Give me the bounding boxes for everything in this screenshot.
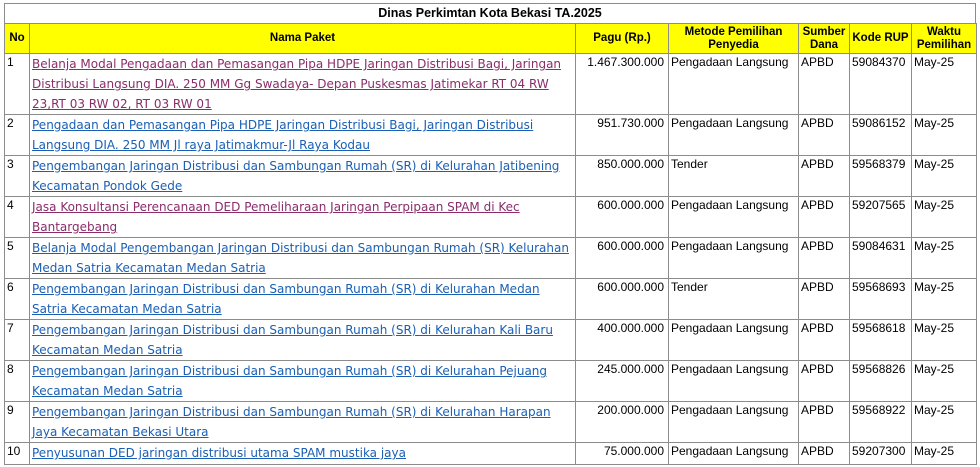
cell-pagu: 400.000.000	[576, 320, 669, 361]
cell-no: 8	[5, 361, 30, 402]
cell-sumber: APBD	[799, 156, 850, 197]
cell-nama-paket	[30, 197, 576, 238]
cell-pagu: 951.730.000	[576, 115, 669, 156]
cell-no: 9	[5, 402, 30, 443]
cell-metode: Pengadaan Langsung	[669, 238, 799, 279]
cell-metode: Pengadaan Langsung	[669, 54, 799, 115]
cell-sumber: APBD	[799, 443, 850, 465]
cell-sumber: APBD	[799, 115, 850, 156]
table-row	[5, 279, 977, 320]
cell-waktu: May-25	[912, 115, 977, 156]
cell-sumber: APBD	[799, 238, 850, 279]
cell-kode: 59568618	[850, 320, 912, 361]
package-link[interactable]: Pengadaan dan Pemasangan Pipa HDPE Jaringan Distribusi Bagi, Jaringan Distribusi Langsung DIA. 250 MM Jl raya Jatimakmur-Jl Raya Kodau	[32, 118, 534, 152]
cell-no: 2	[5, 115, 30, 156]
table-row	[5, 320, 977, 361]
table-row	[5, 156, 977, 197]
header-no: No	[5, 24, 30, 54]
table-row	[5, 54, 977, 115]
cell-kode: 59207565	[850, 197, 912, 238]
cell-waktu: May-25	[912, 402, 977, 443]
cell-nama-paket	[30, 115, 576, 156]
cell-no: 6	[5, 279, 30, 320]
table-body	[5, 54, 977, 465]
header-nama-paket: Nama Paket	[30, 24, 576, 54]
table-row	[5, 361, 977, 402]
cell-no: 3	[5, 156, 30, 197]
cell-metode: Pengadaan Langsung	[669, 402, 799, 443]
cell-waktu: May-25	[912, 197, 977, 238]
cell-pagu: 600.000.000	[576, 238, 669, 279]
spreadsheet	[4, 3, 976, 465]
cell-kode: 59086152	[850, 115, 912, 156]
cell-metode: Pengadaan Langsung	[669, 320, 799, 361]
table-row	[5, 197, 977, 238]
cell-pagu: 850.000.000	[576, 156, 669, 197]
cell-metode: Pengadaan Langsung	[669, 361, 799, 402]
header-pagu: Pagu (Rp.)	[576, 24, 669, 54]
cell-pagu: 1.467.300.000	[576, 54, 669, 115]
cell-pagu: 200.000.000	[576, 402, 669, 443]
cell-nama-paket	[30, 238, 576, 279]
header-row	[5, 24, 977, 54]
cell-no: 5	[5, 238, 30, 279]
table-row	[5, 443, 977, 465]
cell-nama-paket	[30, 320, 576, 361]
cell-kode: 59207300	[850, 443, 912, 465]
cell-waktu: May-25	[912, 279, 977, 320]
cell-nama-paket	[30, 443, 576, 465]
package-link[interactable]: Penyusunan DED jaringan distribusi utama SPAM mustika jaya	[32, 446, 406, 460]
package-link[interactable]: Belanja Modal Pengembangan Jaringan Distribusi dan Sambungan Rumah (SR) Kelurahan Medan Satria Kecamatan Medan Satria	[32, 241, 569, 275]
package-table	[4, 23, 977, 465]
table-row	[5, 402, 977, 443]
sheet-title: Dinas Perkimtan Kota Bekasi TA.2025	[4, 3, 976, 23]
cell-kode: 59568826	[850, 361, 912, 402]
package-link[interactable]: Belanja Modal Pengadaan dan Pemasangan Pipa HDPE Jaringan Distribusi Bagi, Jaringan Distribusi Langsung DIA. 250 MM Gg Swadaya- Depan Puskesmas Jatimekar RT 04 RW 23,RT 03 RW 02, RT 03 RW 01	[32, 57, 562, 111]
header-metode: Metode Pemilihan Penyedia	[669, 24, 799, 54]
header-sumber: Sumber Dana	[799, 24, 850, 54]
cell-no: 1	[5, 54, 30, 115]
package-link[interactable]: Pengembangan Jaringan Distribusi dan Sambungan Rumah (SR) di Kelurahan Harapan Jaya Kecamatan Bekasi Utara	[32, 405, 551, 439]
cell-nama-paket	[30, 156, 576, 197]
cell-metode: Pengadaan Langsung	[669, 443, 799, 465]
package-link[interactable]: Pengembangan Jaringan Distribusi dan Sambungan Rumah (SR) di Kelurahan Kali Baru Kecamatan Medan Satria	[32, 323, 553, 357]
header-kode: Kode RUP	[850, 24, 912, 54]
cell-waktu: May-25	[912, 156, 977, 197]
package-link[interactable]: Pengembangan Jaringan Distribusi dan Sambungan Rumah (SR) di Kelurahan Medan Satria Kecamatan Medan Satria	[32, 282, 540, 316]
cell-sumber: APBD	[799, 279, 850, 320]
header-waktu: Waktu Pemilihan	[912, 24, 977, 54]
cell-no: 7	[5, 320, 30, 361]
cell-nama-paket	[30, 361, 576, 402]
cell-waktu: May-25	[912, 54, 977, 115]
package-link[interactable]: Jasa Konsultansi Perencanaan DED Pemeliharaan Jaringan Perpipaan SPAM di Kec Bantargebang	[32, 200, 520, 234]
table-row	[5, 115, 977, 156]
cell-sumber: APBD	[799, 320, 850, 361]
cell-kode: 59568922	[850, 402, 912, 443]
cell-metode: Pengadaan Langsung	[669, 115, 799, 156]
table-row	[5, 238, 977, 279]
cell-pagu: 600.000.000	[576, 197, 669, 238]
cell-kode: 59568379	[850, 156, 912, 197]
cell-sumber: APBD	[799, 54, 850, 115]
package-link[interactable]: Pengembangan Jaringan Distribusi dan Sambungan Rumah (SR) di Kelurahan Jatibening Kecamatan Pondok Gede	[32, 159, 560, 193]
cell-waktu: May-25	[912, 320, 977, 361]
cell-metode: Pengadaan Langsung	[669, 197, 799, 238]
cell-waktu: May-25	[912, 361, 977, 402]
cell-kode: 59084631	[850, 238, 912, 279]
cell-kode: 59568693	[850, 279, 912, 320]
cell-metode: Tender	[669, 279, 799, 320]
cell-nama-paket	[30, 279, 576, 320]
cell-nama-paket	[30, 402, 576, 443]
cell-waktu: May-25	[912, 443, 977, 465]
cell-metode: Tender	[669, 156, 799, 197]
cell-kode: 59084370	[850, 54, 912, 115]
cell-nama-paket	[30, 54, 576, 115]
package-link[interactable]: Pengembangan Jaringan Distribusi dan Sambungan Rumah (SR) di Kelurahan Pejuang Kecamatan Medan Satria	[32, 364, 548, 398]
cell-no: 4	[5, 197, 30, 238]
cell-sumber: APBD	[799, 402, 850, 443]
cell-sumber: APBD	[799, 361, 850, 402]
cell-waktu: May-25	[912, 238, 977, 279]
cell-pagu: 600.000.000	[576, 279, 669, 320]
cell-pagu: 75.000.000	[576, 443, 669, 465]
cell-sumber: APBD	[799, 197, 850, 238]
cell-pagu: 245.000.000	[576, 361, 669, 402]
cell-no: 10	[5, 443, 30, 465]
